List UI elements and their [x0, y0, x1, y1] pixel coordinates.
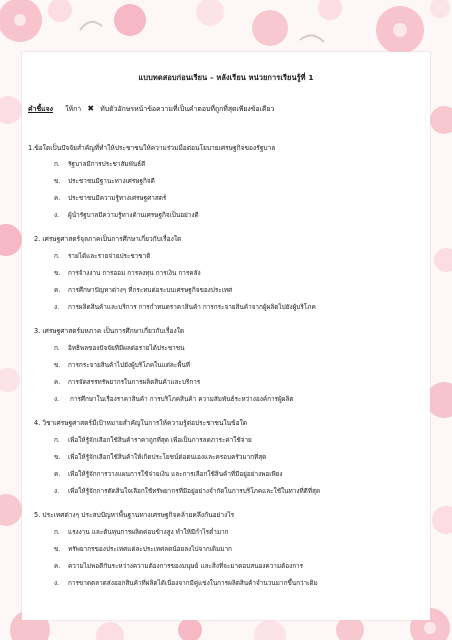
question-1-option-a: [54, 161, 145, 167]
option-text: ประชาชนมีความรู้ทางเศรษฐศาสตร์: [68, 194, 167, 202]
option-letter: ก.: [54, 436, 60, 444]
option-text: การศึกษาปัญหาต่างๆ ที่กระทบต่อระบบเศรษฐกิจของประเทศ: [68, 286, 233, 294]
question-4-option-c: [54, 471, 283, 477]
option-letter: ง.: [54, 395, 60, 403]
option-text: ทรัพยากรของประเทศแต่ละประเทศลดน้อยลงไปจากเดิมมาก: [68, 545, 232, 553]
option-letter: ข.: [54, 269, 61, 277]
question-1: 1.ข้อใดเป็นปัจจัยสำคัญที่ทำให้ประชาชนให้ความร่วมมือต่อนโยบายเศรษฐกิจของรัฐบาล: [28, 144, 276, 152]
option-text: แรงงาน และต้นทุนการผลิตค่อนข้างสูง ทำให้มีกำไรต่ำมาก: [68, 528, 229, 536]
question-2-option-b: [54, 270, 201, 276]
question-4-option-a: [54, 437, 252, 443]
option-letter: ค.: [54, 378, 61, 386]
option-text: การจ้างงาน การออม การลงทุน การเงิน การคลัง: [68, 269, 201, 277]
option-letter: ข.: [54, 361, 61, 369]
page-title: แบบทดสอบก่อนเรียน – หลังเรียน หน่วยการเรียนรู้ที่ 1: [138, 73, 314, 82]
question-3: 3. เศรษฐศาสตร์มหภาค เป็นการศึกษาเกี่ยวกับเรื่องใด: [34, 327, 185, 335]
question-3-option-c: [54, 379, 200, 385]
cross-mark-icon: ✖: [87, 104, 95, 113]
question-5-option-c: [54, 563, 303, 569]
option-letter: ค.: [54, 562, 61, 570]
question-4-option-b: [54, 454, 266, 460]
option-letter: ข.: [54, 545, 61, 553]
option-text: เพื่อให้รู้จักการตัดสินใจเลือกใช้ทรัพยากรที่มีอยู่อย่างจำกัดในการบริโภคและใช้ในทางที่ดีที่สุด: [68, 487, 321, 495]
option-letter: ง.: [54, 303, 60, 311]
option-text: อิทธิพลของปัจจัยที่มีผลต่อรายได้ประชาชน: [68, 344, 185, 352]
option-letter: ค.: [54, 286, 61, 294]
question-2-option-d: [54, 304, 316, 310]
option-text: รัฐบาลมีการประชาสัมพันธ์ดี: [68, 160, 146, 168]
option-text: การศึกษาในเรื่องราคาสินค้า การบริโภคสินค้า ความสัมพันธ์ระหว่างองค์การผู้ผลิต: [68, 395, 294, 403]
option-text: เพื่อให้รู้จักเลือกใช้สินค้าให้เกิดประโยชน์ต่อตนเองและครอบครัวมากที่สุด: [68, 453, 267, 461]
question-5-option-d: [54, 580, 318, 586]
option-text: การผลิตสินค้าและบริการ การกำหนดราคาสินค้า การกระจายสินค้าจากผู้ผลิตไปยังผู้บริโภค: [68, 303, 316, 311]
question-1-option-c: [54, 195, 166, 201]
option-letter: ง.: [54, 579, 60, 587]
question-4: 4. วิชาเศรษฐศาสตร์มีเป้าหมายสำคัญในการให้ความรู้ต่อประชาชนในข้อใด: [34, 419, 248, 427]
question-5-option-b: [54, 546, 232, 552]
option-text: ความไม่พอดีกันระหว่างความต้องการของมนุษย์ และสิ่งที่จะมาตอบสนองความต้องการ: [68, 562, 304, 570]
question-3-option-b: [54, 362, 190, 368]
question-3-option-d: [54, 396, 294, 402]
option-letter: ก.: [54, 160, 60, 168]
option-text: การกระจายสินค้าไปยังผู้บริโภคในแต่ละพื้นที่: [68, 361, 191, 369]
option-letter: ก.: [54, 344, 60, 352]
question-4-option-d: [54, 488, 320, 494]
option-letter: ง.: [54, 211, 60, 219]
option-text: ผู้นำรัฐบาลมีความรู้ทางด้านเศรษฐกิจเป็นอย่างดี: [68, 211, 199, 219]
instruction-line: [28, 104, 274, 115]
question-2-option-a: [54, 253, 150, 259]
option-letter: ค.: [54, 470, 61, 478]
question-1-option-b: [54, 178, 155, 184]
option-text: เพื่อให้รู้จักเลือกใช้สินค้าราคาถูกที่สุด เพื่อเป็นการลดภาระค่าใช้จ่าย: [68, 436, 252, 444]
worksheet-content: [22, 52, 430, 620]
option-letter: ก.: [54, 252, 60, 260]
instruction-text-before: ให้กา: [65, 105, 82, 113]
option-text: ประชาชนมีฐานะทางเศรษฐกิจดี: [68, 177, 155, 185]
question-5: 5. ประเทศต่างๆ ประสบปัญหาพื้นฐานทางเศรษฐกิจคล้ายคลึงกันอย่างไร: [34, 511, 235, 519]
question-2-option-c: [54, 287, 232, 293]
option-text: การจัดสรรทรัพยากรในการผลิตสินค้าและบริการ: [68, 378, 201, 386]
instruction-label: คำชี้แจง: [28, 105, 53, 113]
question-5-option-a: [54, 529, 229, 535]
question-3-option-a: [54, 345, 184, 351]
option-text: การขาดตลาดส่งออกสินค้าที่ผลิตได้เนื่องจากมีคู่แข่งในการผลิตสินค้าจำนวนมากขึ้นกว่าเดิม: [68, 579, 318, 587]
option-text: รายได้และรายจ่ายประชาชาติ: [68, 252, 151, 260]
option-letter: ง.: [54, 487, 60, 495]
option-letter: ก.: [54, 528, 60, 536]
instruction-text-after: ทับตัวอักษรหน้าข้อความที่เป็นคำตอบที่ถูกที่สุดเพียงข้อเดียว: [100, 105, 275, 113]
question-2: 2. เศรษฐศาสตร์จุลภาคเป็นการศึกษาเกี่ยวกับเรื่องใด: [34, 235, 182, 243]
option-letter: ค.: [54, 194, 61, 202]
option-letter: ข.: [54, 177, 61, 185]
question-1-option-d: [54, 212, 199, 218]
option-text: เพื่อให้รู้จักการวางแผนการใช้จ่ายเงิน และการเลือกใช้สินค้าที่มีอยู่อย่างพอเพียง: [68, 470, 283, 478]
option-letter: ข.: [54, 453, 61, 461]
worksheet-paper: [22, 52, 430, 620]
